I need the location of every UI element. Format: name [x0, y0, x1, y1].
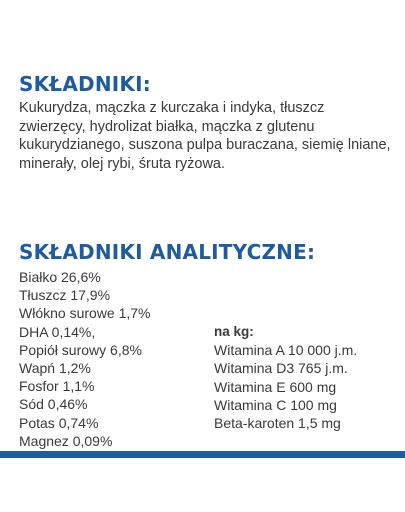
- analytical-left-list: [19, 268, 151, 450]
- vitamin-item: Witamina D3 765 j.m.: [214, 360, 348, 377]
- analytical-item: Włókno surowe 1,7%: [19, 305, 151, 322]
- vitamins-list: [214, 323, 357, 432]
- analytical-item: Tłuszcz 17,9%: [19, 287, 111, 304]
- vitamin-item: Witamina C 100 mg: [214, 396, 337, 413]
- analytical-item: Magnez 0,09%: [19, 432, 113, 449]
- ingredients-text: Kukurydza, mączka z kurczaka i indyka, tłuszcz zwierzęcy, hydrolizat białka, mączka z glutenu kukurydzianego, suszona pulpa buraczana, siemię lniane, minerały, olej rybi, śruta ryżowa.: [19, 100, 391, 172]
- analytical-item: Fosfor 1,1%: [19, 378, 95, 395]
- analytical-item: Potas 0,74%: [19, 414, 99, 431]
- analytical-item: Białko 26,6%: [19, 269, 101, 285]
- per-kg-label: na kg:: [214, 324, 254, 339]
- bottom-divider-bar: [0, 451, 405, 458]
- vitamin-item: Witamina A 10 000 j.m.: [214, 342, 358, 359]
- analytical-item: Wapń 1,2%: [19, 360, 91, 377]
- vitamin-item: Witamina E 600 mg: [214, 378, 337, 395]
- analytical-item: Popiół surowy 6,8%: [19, 341, 142, 358]
- ingredients-heading: SKŁADNIKI:: [19, 72, 151, 96]
- analytical-heading: SKŁADNIKI ANALITYCZNE:: [19, 240, 316, 264]
- analytical-item: DHA 0,14%,: [19, 323, 96, 340]
- vitamin-item: Beta-karoten 1,5 mg: [214, 415, 341, 432]
- analytical-item: Sód 0,46%: [19, 396, 88, 413]
